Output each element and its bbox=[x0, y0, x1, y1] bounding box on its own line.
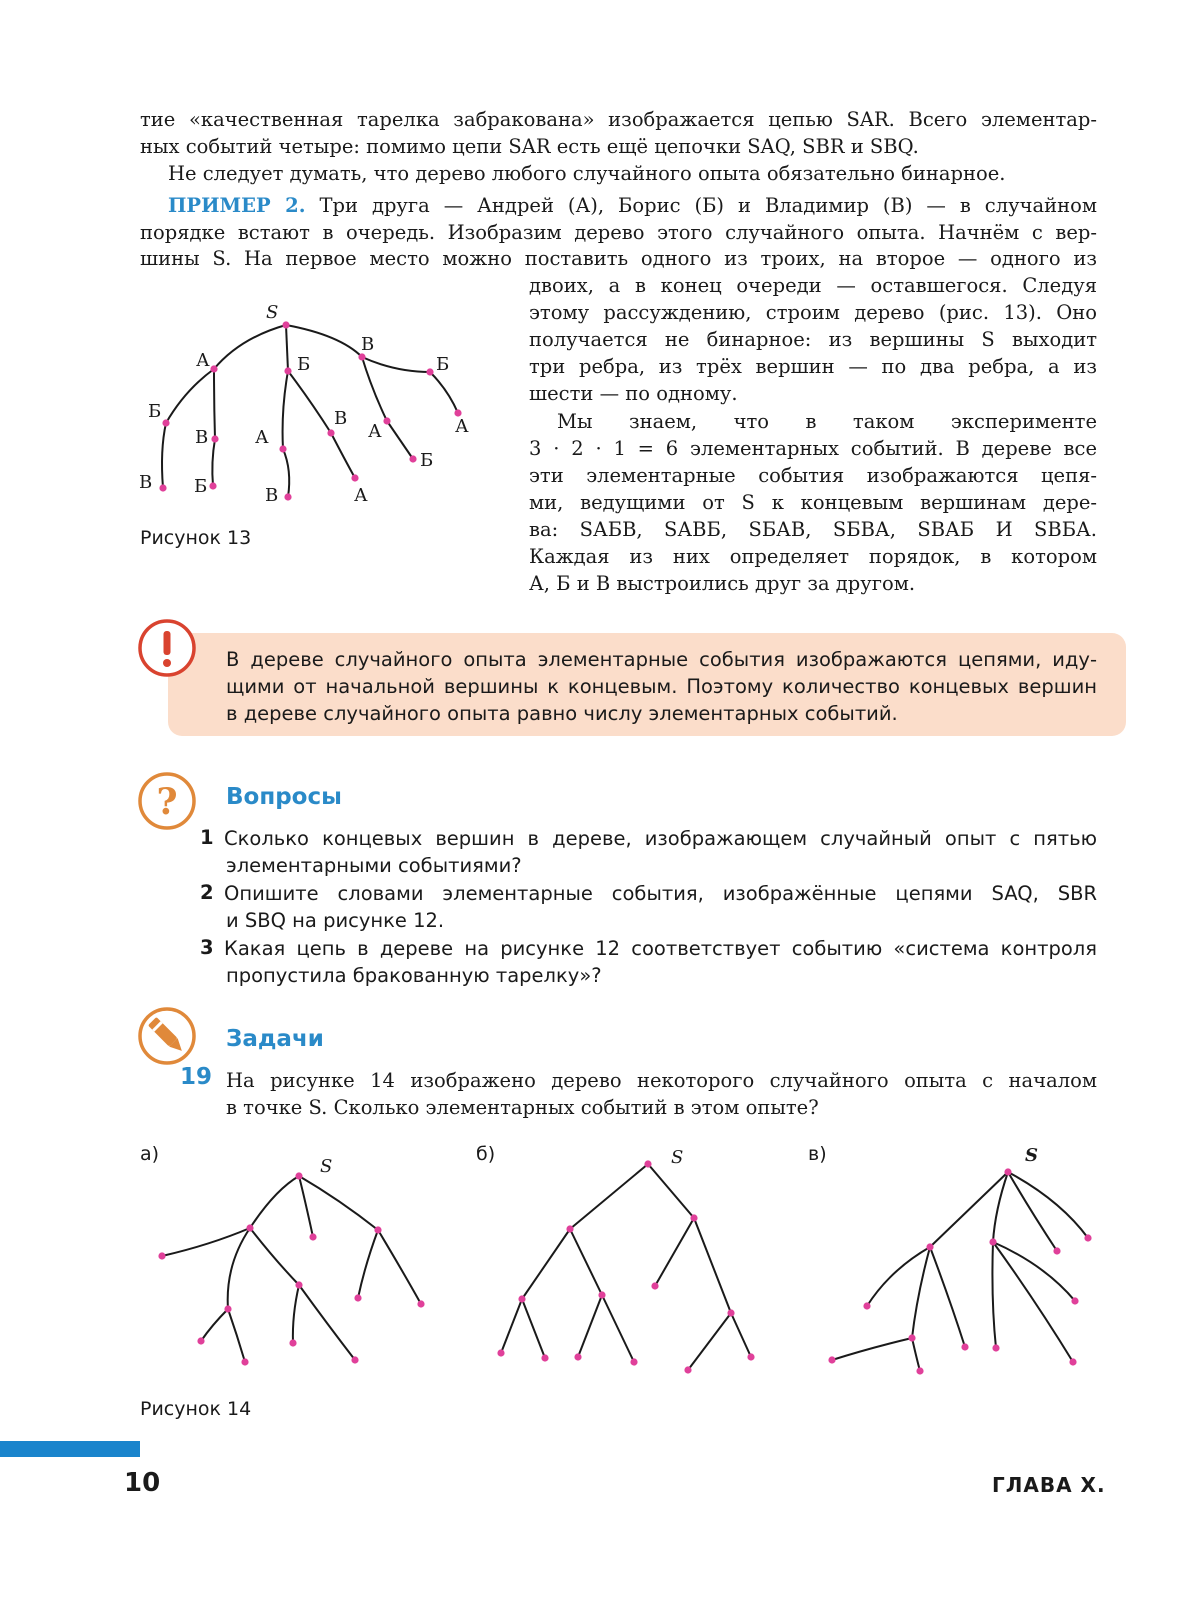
question-line: Опишите словами элементарные события, изображённые цепями SAQ, SBR bbox=[224, 882, 1097, 905]
paragraph-line: ных событий четыре: помимо цепи SAR есть ещё цепочки SAQ, SBR и SBQ. bbox=[140, 135, 919, 158]
question-line: и SBQ на рисунке 12. bbox=[226, 909, 445, 932]
root-label-c: S bbox=[1025, 1145, 1038, 1166]
paragraph-line: 3 · 2 · 1 = 6 элементарных событий. В дереве все bbox=[529, 437, 1097, 460]
paragraph-line: этому рассуждению, строим дерево (рис. 13). Оно bbox=[529, 301, 1097, 324]
node-label: В bbox=[361, 334, 375, 355]
exclamation-icon bbox=[136, 617, 198, 679]
node-label: А bbox=[196, 350, 210, 371]
node-label: Б bbox=[194, 476, 208, 497]
tasks-title: Задачи bbox=[226, 1026, 324, 1052]
root-label-a: S bbox=[320, 1156, 333, 1177]
figure-14-trees bbox=[140, 1140, 1100, 1400]
paragraph-line: три ребра, из трёх вершин — по два ребра, а из bbox=[529, 355, 1097, 378]
node-label: А bbox=[368, 421, 382, 442]
example-right-column-2 bbox=[529, 408, 1097, 597]
node-label: А bbox=[455, 416, 469, 437]
root-label-b: S bbox=[671, 1147, 684, 1168]
note-line: в дереве случайного опыта равно числу элементарных событий. bbox=[226, 702, 898, 725]
note-line: В дереве случайного опыта элементарные события изображаются цепями, иду- bbox=[226, 648, 1097, 671]
paragraph-line: ми, ведущими от S к концевым вершинам дере- bbox=[529, 491, 1097, 514]
question-number: 3 bbox=[200, 936, 214, 959]
figure-13-caption: Рисунок 13 bbox=[140, 527, 252, 549]
example-right-column bbox=[529, 272, 1097, 407]
example-text: Три друга — Андрей (А), Борис (Б) и Владимир (В) — в случайном bbox=[319, 194, 1097, 217]
example-first-line bbox=[168, 192, 1097, 219]
questions-title: Вопросы bbox=[226, 784, 342, 810]
panel-label-c: в) bbox=[808, 1143, 827, 1165]
paragraph-line: Каждая из них определяет порядок, в котором bbox=[529, 545, 1097, 568]
figure-14-caption: Рисунок 14 bbox=[140, 1398, 252, 1420]
question-text bbox=[224, 825, 1097, 879]
page-number: 10 bbox=[124, 1468, 161, 1498]
task-text bbox=[226, 1067, 1097, 1121]
paragraph-line: порядке встают в очередь. Изобразим дерево этого случайного опыта. Начнём с вер- bbox=[140, 221, 1097, 244]
example-label: ПРИМЕР 2. bbox=[168, 194, 306, 217]
note-text bbox=[226, 646, 1097, 727]
question-line: Сколько концевых вершин в дереве, изображающем случайный опыт с пятью bbox=[224, 827, 1097, 850]
paragraph-line: А, Б и В выстроились друг за другом. bbox=[529, 572, 916, 595]
node-label: А bbox=[354, 485, 368, 506]
question-line: элементарными событиями? bbox=[226, 854, 522, 877]
paragraph-line: Не следует думать, что дерево любого случайного опыта обязательно бинарное. bbox=[168, 162, 1006, 185]
question-line: Какая цепь в дереве на рисунке 12 соответствует событию «система контроля bbox=[224, 937, 1097, 960]
panel-label-a: а) bbox=[140, 1143, 160, 1165]
question-number: 2 bbox=[200, 881, 214, 904]
question-line: пропустила бракованную тарелку»? bbox=[226, 964, 602, 987]
node-label: Б bbox=[297, 354, 311, 375]
paragraph-line: получается не бинарное: из вершины S выходит bbox=[529, 328, 1097, 351]
node-label: В bbox=[195, 427, 209, 448]
node-label: В bbox=[139, 472, 153, 493]
task-line: На рисунке 14 изображено дерево некоторого случайного опыта с началом bbox=[226, 1069, 1097, 1092]
panel-label-b: б) bbox=[476, 1143, 496, 1165]
paragraph-line: шести — по одному. bbox=[529, 382, 738, 405]
note-line: щими от начальной вершины к концевым. Поэтому количество концевых вершин bbox=[226, 675, 1097, 698]
node-label: В bbox=[334, 408, 348, 429]
question-text bbox=[224, 880, 1097, 934]
task-number: 19 bbox=[180, 1064, 213, 1090]
footer-bar bbox=[0, 1441, 140, 1457]
chapter-label: ГЛАВА X. bbox=[992, 1473, 1106, 1497]
node-label: А bbox=[255, 427, 269, 448]
question-icon bbox=[136, 770, 198, 832]
paragraph-line: двоих, а в конец очереди — оставшегося. Следуя bbox=[529, 274, 1097, 297]
node-label: Б bbox=[436, 354, 450, 375]
svg-text:?: ? bbox=[156, 781, 178, 823]
node-label: В bbox=[265, 485, 279, 506]
pencil-icon bbox=[136, 1005, 198, 1067]
question-text bbox=[224, 935, 1097, 989]
paragraph-line: шины S. На первое место можно поставить одного из троих, на второе — одного из bbox=[140, 247, 1097, 270]
task-line: в точке S. Сколько элементарных событий в этом опыте? bbox=[226, 1096, 819, 1119]
figure-13-tree bbox=[120, 295, 520, 525]
node-label: Б bbox=[148, 401, 162, 422]
node-label: S bbox=[266, 302, 279, 323]
paragraph-line: тие «качественная тарелка забракована» изображается цепью SAR. Всего элементар- bbox=[140, 108, 1097, 131]
question-number: 1 bbox=[200, 826, 214, 849]
paragraph-line: эти элементарные события изображаются цепя- bbox=[529, 464, 1097, 487]
paragraph-line: Мы знаем, что в таком эксперименте bbox=[557, 410, 1097, 433]
paragraph-line: ва: SАБВ, SАВБ, SБАВ, SБВА, SВАБ И SВБА. bbox=[529, 518, 1097, 541]
node-label: Б bbox=[420, 450, 434, 471]
